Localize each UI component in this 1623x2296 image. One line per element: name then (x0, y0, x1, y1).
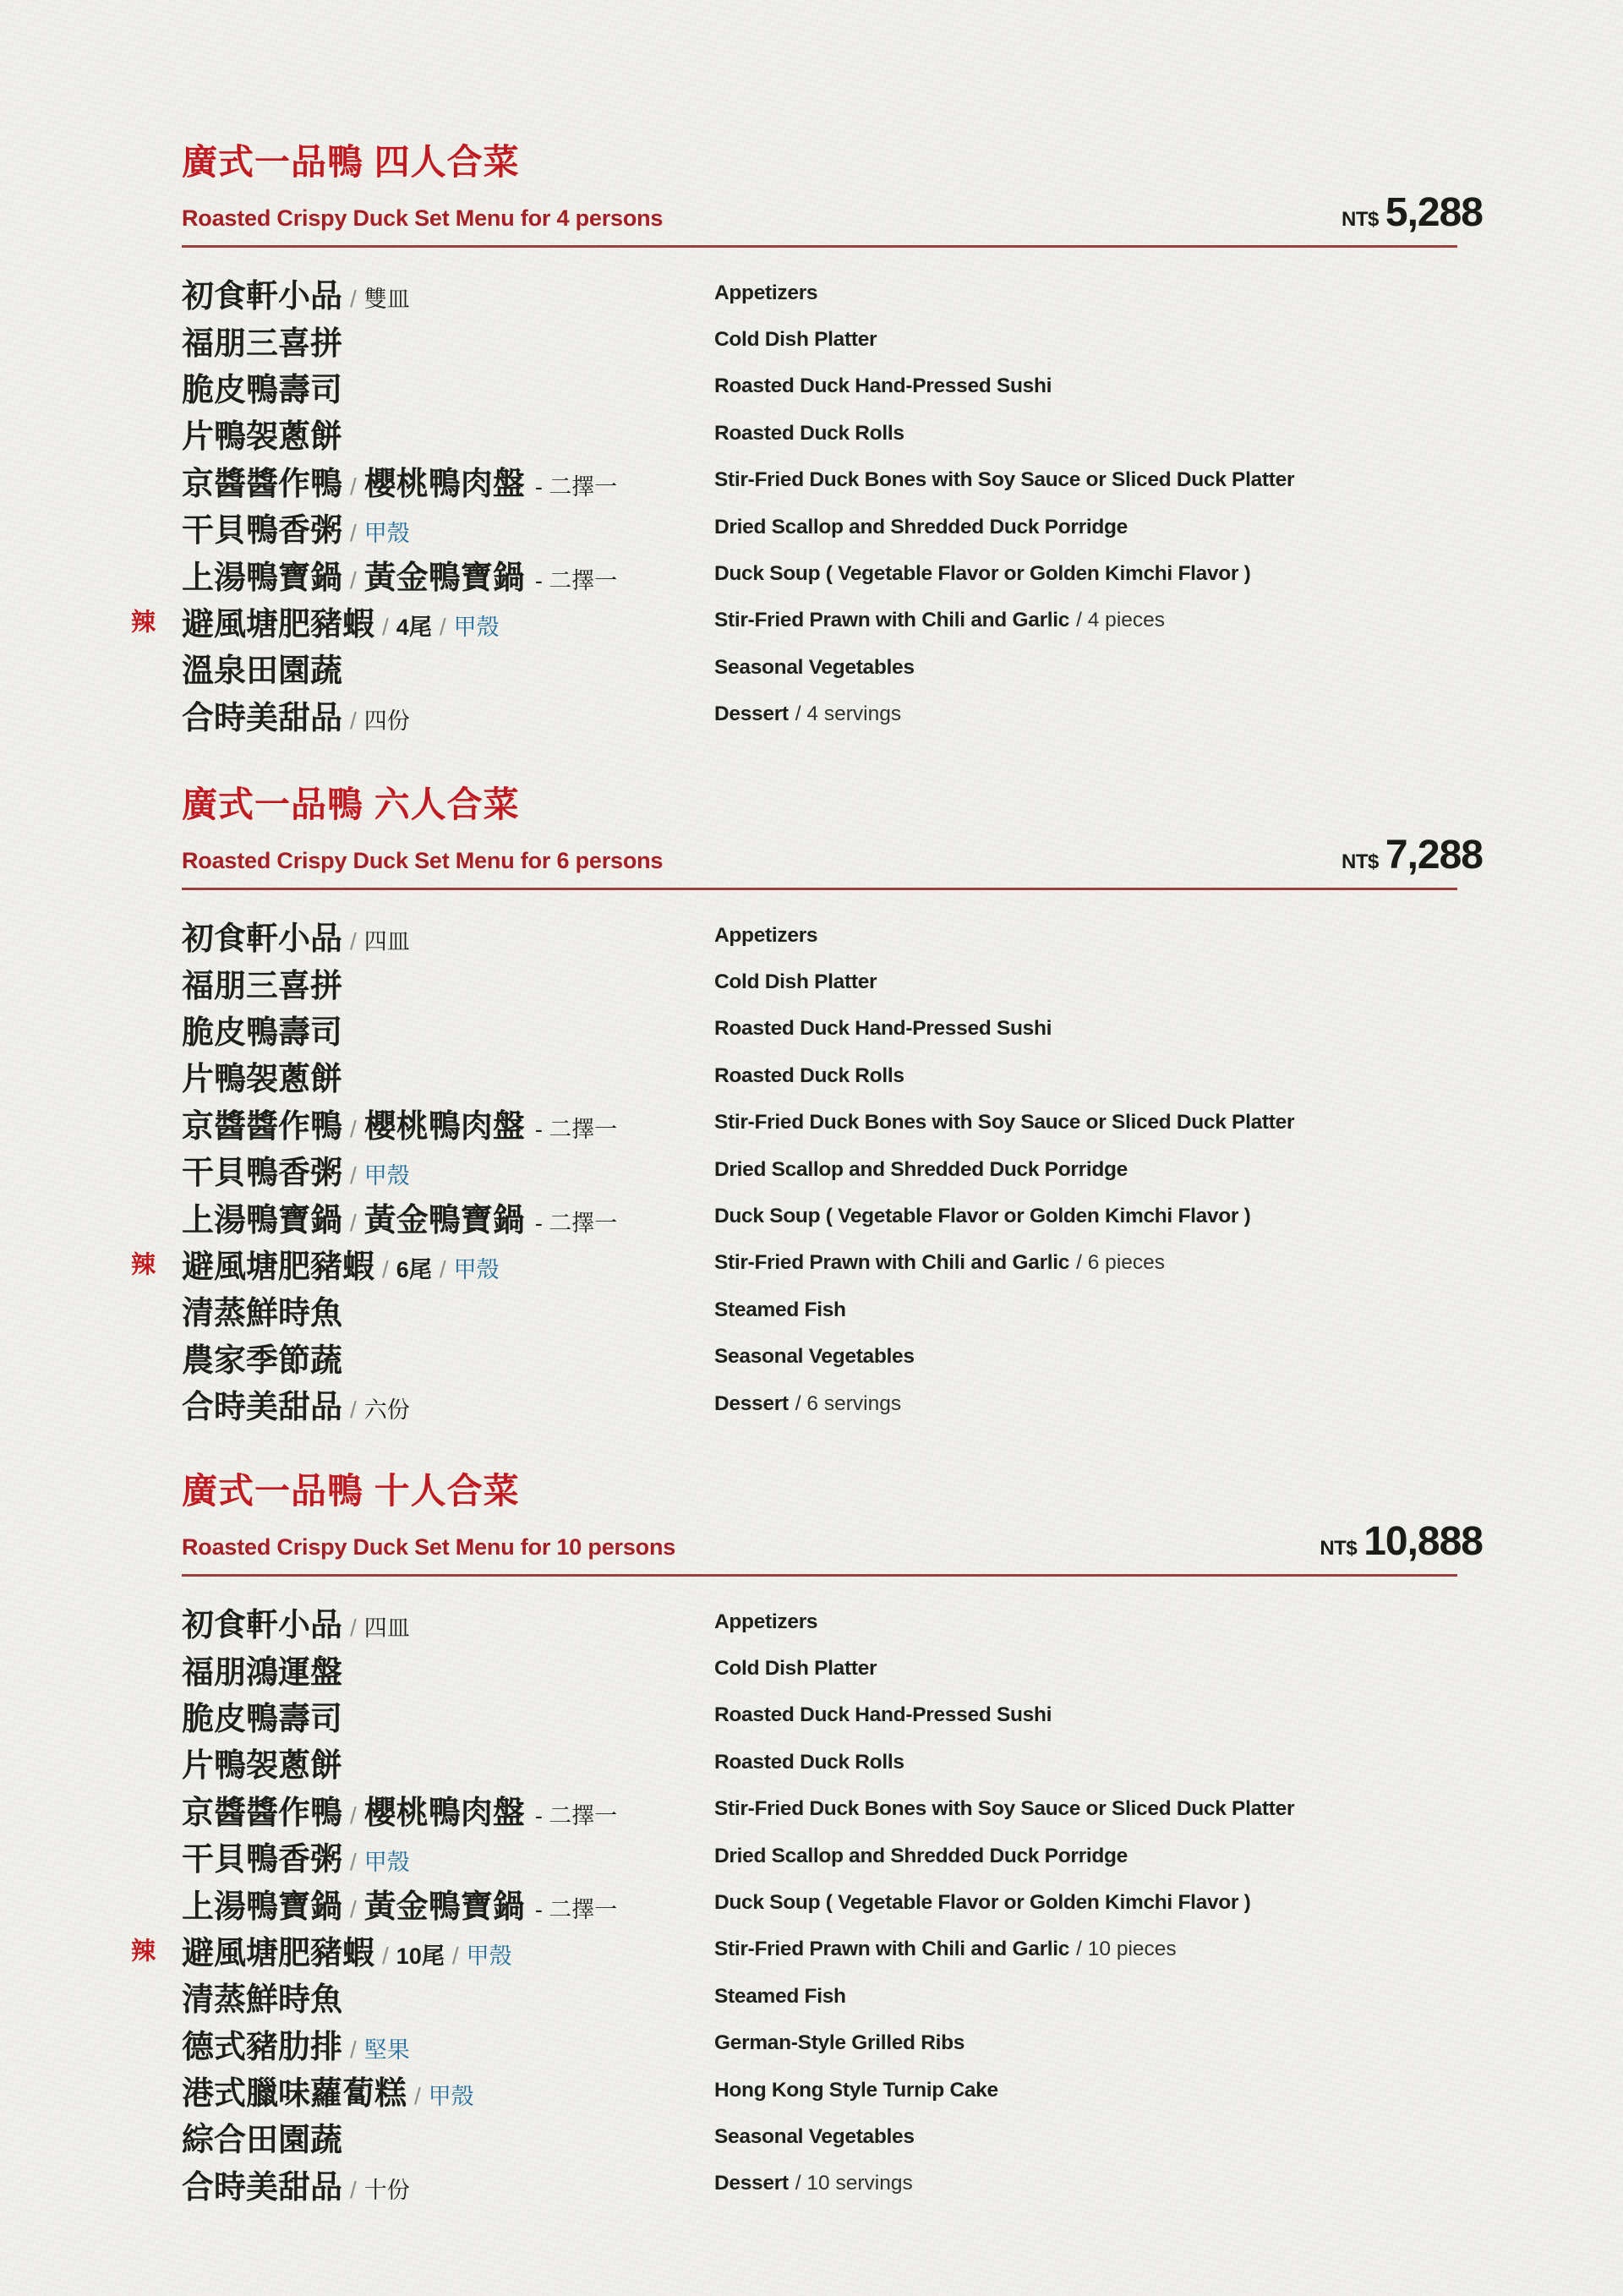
dish-name-en: Appetizers (714, 923, 818, 947)
price-amount: 10,888 (1363, 1519, 1483, 1564)
menu-item (182, 1052, 1457, 1099)
menu-item (182, 1739, 1457, 1785)
menu-item (182, 410, 1457, 456)
dish-en-column (714, 2172, 1457, 2195)
price (1342, 189, 1483, 236)
dish-zh-column (182, 1692, 714, 1739)
dish-name-zh: 合時美甜品 (182, 1390, 343, 1426)
dish-en-column (714, 1158, 1457, 1182)
dish-zh-column (182, 1599, 714, 1645)
menu-item (182, 1380, 1457, 1427)
dish-en-column (714, 328, 1457, 352)
dish-en-column (714, 422, 1457, 446)
slash-separator: / (350, 2176, 357, 2203)
price-amount: 7,288 (1385, 833, 1483, 877)
section-title-zh: 廣式一品鴨 六人合菜 (182, 784, 520, 824)
dish-name-en: Hong Kong Style Turnip Cake (714, 2078, 998, 2102)
choice-note: - 二擇一 (534, 1802, 618, 1829)
dish-name-zh: 綜合田園蔬 (182, 2123, 343, 2159)
dish-name-en: Duck Soup ( Vegetable Flavor or Golden Kimchi Flavor ) (714, 562, 1251, 586)
allergen-note: 甲殼 (363, 521, 410, 547)
dish-en-column (714, 2031, 1457, 2055)
menu-item (182, 1692, 1457, 1739)
dish-zh-column (182, 1287, 714, 1333)
dish-zh-column (182, 2113, 714, 2160)
dish-name-en: Dessert (714, 1391, 789, 1415)
serving-note-en: / 6 pieces (1076, 1251, 1166, 1275)
section-title-en: Roasted Crispy Duck Set Menu for 10 persons (182, 1534, 676, 1560)
serving-note-en: / 6 servings (795, 1391, 902, 1415)
slash-separator: / (350, 1615, 357, 1642)
serving-note-en: / 10 pieces (1076, 1938, 1177, 1961)
menu-item (182, 316, 1457, 363)
portion-note: 四皿 (363, 929, 410, 955)
dish-name-en: Roasted Duck Hand-Pressed Sushi (714, 374, 1052, 398)
slash-separator: / (439, 613, 446, 640)
menu-item (182, 364, 1457, 410)
menu-items (131, 270, 1457, 738)
dish-zh-column (182, 1380, 714, 1427)
choice-note: - 二擇一 (534, 1210, 618, 1236)
dish-zh-column (182, 912, 714, 959)
dish-name-zh: 京醬醬作鴨 (182, 1795, 343, 1831)
dish-zh-column (182, 2067, 714, 2113)
portion-note: 四份 (363, 708, 410, 734)
dish-name-zh: 片鴨袈蔥餅 (182, 1062, 343, 1098)
dish-zh-column (182, 1786, 714, 1833)
count-note: 10尾 (396, 1943, 445, 1969)
divider-rule (182, 888, 1457, 890)
dish-en-column (714, 2079, 1457, 2102)
dish-zh-column (182, 1880, 714, 1927)
dish-name-zh: 上湯鴨寶鍋 (182, 560, 343, 596)
choice-note: - 二擇一 (534, 1896, 618, 1922)
dish-en-column (714, 374, 1457, 398)
menu-item (182, 1879, 1457, 1926)
dish-en-column (714, 1797, 1457, 1821)
portion-note: 六份 (363, 1397, 410, 1424)
allergen-note: 甲殼 (453, 614, 500, 640)
dish-name-en: Seasonal Vegetables (714, 655, 915, 679)
dish-name-zh: 避風塘肥豬蝦 (182, 606, 375, 642)
slash-separator: / (350, 566, 357, 593)
dish-zh-column (182, 692, 714, 738)
serving-note-en: / 10 servings (795, 2172, 913, 2195)
dish-name-zh: 脆皮鴨壽司 (182, 372, 343, 408)
dish-name-en: Seasonal Vegetables (714, 1345, 915, 1369)
dish-name-en: Seasonal Vegetables (714, 2124, 915, 2148)
allergen-note: 甲殼 (363, 1850, 410, 1876)
count-note: 6尾 (396, 1256, 432, 1282)
dish-zh-column (182, 1646, 714, 1692)
slash-separator: / (350, 520, 357, 547)
menu-item (182, 1973, 1457, 2020)
slash-separator: / (350, 1397, 357, 1424)
spicy-badge: 辣 (131, 1251, 156, 1279)
slash-separator: / (350, 473, 357, 500)
dish-name-en: Appetizers (714, 1610, 818, 1633)
dish-name-en: Cold Dish Platter (714, 1657, 877, 1681)
slash-separator: / (350, 1209, 357, 1236)
dish-name-zh: 溫泉田園蔬 (182, 653, 343, 690)
dish-name-zh: 櫻桃鴨肉盤 (363, 1108, 525, 1145)
dish-zh-column (182, 1240, 714, 1287)
dish-name-zh: 福朋三喜拼 (182, 325, 343, 362)
menu-item (182, 504, 1457, 550)
slash-separator: / (382, 1942, 389, 1969)
dish-name-en: Dessert (714, 702, 789, 726)
menu-items (131, 1599, 1457, 2207)
section-subtitle-row (182, 1518, 1483, 1564)
dish-en-column (714, 1891, 1457, 1915)
dish-name-zh: 合時美甜品 (182, 700, 343, 736)
choice-note: - 二擇一 (534, 567, 618, 593)
allergen-note: 堅果 (363, 2036, 410, 2063)
price (1320, 1518, 1483, 1565)
dish-en-column (714, 1392, 1457, 1416)
dish-zh-column (182, 270, 714, 316)
dish-name-en: Roasted Duck Hand-Pressed Sushi (714, 1017, 1052, 1041)
dish-name-zh: 清蒸鮮時魚 (182, 1982, 343, 2019)
dish-name-zh: 清蒸鮮時魚 (182, 1296, 343, 1332)
menu-item (182, 1193, 1457, 1239)
dish-en-column (714, 1345, 1457, 1369)
dish-name-zh: 片鴨袈蔥餅 (182, 1748, 343, 1785)
serving-note-en: / 4 servings (795, 702, 902, 726)
dish-name-zh: 福朋鴻運盤 (182, 1654, 343, 1691)
dish-name-en: Stir-Fried Duck Bones with Soy Sauce or Sliced Duck Platter (714, 1111, 1295, 1134)
menu-section-set-4-persons (131, 142, 1483, 738)
menu-item (131, 1927, 1457, 1973)
dish-zh-column (182, 1334, 714, 1380)
slash-separator: / (350, 286, 357, 313)
menu-section-set-6-persons (131, 784, 1483, 1427)
dish-en-column (714, 609, 1457, 632)
menu-item (182, 1645, 1457, 1692)
dish-name-zh: 德式豬肋排 (182, 2029, 343, 2065)
slash-separator: / (350, 928, 357, 955)
dish-zh-column (182, 1146, 714, 1193)
slash-separator: / (350, 1162, 357, 1189)
slash-separator: / (382, 1255, 389, 1282)
spicy-badge: 辣 (131, 609, 156, 637)
menu-item (182, 2020, 1457, 2067)
dish-en-column (714, 1205, 1457, 1228)
dish-name-zh: 京醬醬作鴨 (182, 466, 343, 502)
allergen-note: 甲殼 (466, 1943, 512, 1969)
dish-zh-column (182, 1052, 714, 1099)
slash-separator: / (414, 2083, 421, 2110)
section-title-zh: 廣式一品鴨 四人合菜 (182, 142, 520, 182)
dish-zh-column (182, 959, 714, 1006)
portion-note: 雙皿 (363, 287, 410, 313)
dish-zh-column (182, 317, 714, 364)
dish-en-column (714, 516, 1457, 539)
dish-name-en: Steamed Fish (714, 1298, 846, 1321)
dish-name-en: Roasted Duck Rolls (714, 421, 904, 445)
dish-name-zh: 脆皮鴨壽司 (182, 1701, 343, 1737)
dish-name-zh: 初食軒小品 (182, 1608, 343, 1644)
dish-name-zh: 避風塘肥豬蝦 (182, 1935, 375, 1971)
dish-name-zh: 合時美甜品 (182, 2169, 343, 2206)
choice-note: - 二擇一 (534, 473, 618, 500)
dish-name-en: Stir-Fried Duck Bones with Soy Sauce or Sliced Duck Platter (714, 1797, 1295, 1821)
menu-item (131, 1240, 1457, 1287)
dish-name-zh: 初食軒小品 (182, 921, 343, 958)
dish-name-zh: 農家季節蔬 (182, 1342, 343, 1379)
dish-zh-column (182, 2161, 714, 2207)
dish-en-column (714, 282, 1457, 305)
slash-separator: / (350, 1115, 357, 1142)
dish-name-en: Roasted Duck Hand-Pressed Sushi (714, 1703, 1052, 1727)
dish-name-zh: 干貝鴨香粥 (182, 1156, 343, 1192)
dish-zh-column (182, 410, 714, 456)
dish-name-zh: 避風塘肥豬蝦 (182, 1249, 375, 1285)
dish-name-en: German-Style Grilled Ribs (714, 2031, 965, 2055)
price-currency: NT$ (1342, 850, 1379, 873)
dish-name-en: Stir-Fried Prawn with Chili and Garlic (714, 609, 1070, 632)
dish-zh-column (182, 1100, 714, 1146)
section-title-zh: 廣式一品鴨 十人合菜 (182, 1471, 520, 1511)
dish-en-column (714, 1703, 1457, 1727)
dish-name-en: Cold Dish Platter (714, 970, 877, 994)
dish-name-zh: 櫻桃鴨肉盤 (363, 466, 525, 502)
dish-name-zh: 黃金鴨寶鍋 (363, 1202, 525, 1238)
dish-name-zh: 黃金鴨寶鍋 (363, 1889, 525, 1925)
dish-zh-column (182, 504, 714, 550)
dish-zh-column (182, 644, 714, 691)
menu-item (182, 959, 1457, 1005)
slash-separator: / (350, 707, 357, 734)
section-subtitle-row (182, 832, 1483, 877)
menu-item (182, 1334, 1457, 1380)
section-subtitle-row (182, 189, 1483, 235)
menu-item (182, 692, 1457, 738)
dish-name-en: Dessert (714, 2172, 789, 2195)
allergen-note: 甲殼 (363, 1163, 410, 1189)
dish-name-en: Stir-Fried Duck Bones with Soy Sauce or Sliced Duck Platter (714, 468, 1295, 492)
dish-en-column (714, 1251, 1457, 1275)
dish-en-column (714, 1610, 1457, 1634)
slash-separator: / (451, 1942, 459, 1969)
dish-en-column (714, 562, 1457, 586)
dish-en-column (714, 2125, 1457, 2149)
menu-item (182, 1833, 1457, 1879)
dish-name-zh: 京醬醬作鴨 (182, 1108, 343, 1145)
dish-zh-column (182, 364, 714, 410)
dish-en-column (714, 656, 1457, 680)
dish-zh-column (182, 551, 714, 598)
dish-name-en: Dried Scallop and Shredded Duck Porridge (714, 1844, 1128, 1867)
spicy-badge: 辣 (131, 1938, 156, 1965)
menu-item (182, 457, 1457, 504)
price-amount: 5,288 (1385, 190, 1483, 235)
dish-zh-column (182, 457, 714, 504)
dish-name-zh: 上湯鴨寶鍋 (182, 1889, 343, 1925)
dish-name-zh: 港式臘味蘿蔔糕 (182, 2076, 407, 2113)
dish-name-zh: 片鴨袈蔥餅 (182, 419, 343, 456)
menu-item (182, 644, 1457, 691)
menu-item (182, 1006, 1457, 1052)
dish-name-en: Roasted Duck Rolls (714, 1063, 904, 1087)
dish-en-column (714, 1111, 1457, 1134)
menu-section-set-10-persons (131, 1471, 1483, 2207)
dish-name-zh: 上湯鴨寶鍋 (182, 1202, 343, 1238)
dish-en-column (714, 1845, 1457, 1868)
menu-item (182, 912, 1457, 959)
slash-separator: / (350, 1801, 357, 1829)
menu-item (182, 1599, 1457, 1645)
divider-rule (182, 1574, 1457, 1577)
menu-items (131, 912, 1457, 1427)
slash-separator: / (350, 1895, 357, 1922)
dish-en-column (714, 1985, 1457, 2009)
menu-item (182, 1146, 1457, 1193)
menu-item (182, 2067, 1457, 2113)
slash-separator: / (350, 2036, 357, 2063)
menu-item (182, 2161, 1457, 2207)
dish-en-column (714, 970, 1457, 994)
dish-name-zh: 福朋三喜拼 (182, 968, 343, 1004)
dish-en-column (714, 1064, 1457, 1088)
dish-zh-column (182, 2020, 714, 2067)
menu-item (182, 1100, 1457, 1146)
serving-note-en: / 4 pieces (1076, 609, 1166, 632)
price-currency: NT$ (1320, 1537, 1358, 1560)
menu-item (182, 550, 1457, 597)
dish-zh-column (182, 1194, 714, 1240)
price (1342, 832, 1483, 878)
menu-item (182, 1786, 1457, 1833)
dish-name-en: Steamed Fish (714, 1984, 846, 2008)
slash-separator: / (350, 1849, 357, 1876)
dish-zh-column (182, 598, 714, 644)
dish-zh-column (182, 1973, 714, 2020)
price-currency: NT$ (1342, 208, 1379, 231)
menu-item (182, 1287, 1457, 1333)
dish-name-en: Cold Dish Platter (714, 328, 877, 352)
choice-note: - 二擇一 (534, 1116, 618, 1142)
slash-separator: / (382, 613, 389, 640)
allergen-note: 甲殼 (453, 1256, 500, 1282)
dish-en-column (714, 1298, 1457, 1322)
slash-separator: / (439, 1255, 446, 1282)
dish-en-column (714, 1938, 1457, 1961)
menu-item (182, 2113, 1457, 2160)
dish-zh-column (182, 1927, 714, 1973)
dish-en-column (714, 1751, 1457, 1774)
dish-zh-column (182, 1739, 714, 1785)
dish-en-column (714, 1657, 1457, 1681)
menu-item (182, 270, 1457, 316)
dish-en-column (714, 924, 1457, 948)
dish-zh-column (182, 1833, 714, 1879)
dish-name-en: Duck Soup ( Vegetable Flavor or Golden Kimchi Flavor ) (714, 1891, 1251, 1915)
divider-rule (182, 245, 1457, 248)
dish-name-zh: 脆皮鴨壽司 (182, 1014, 343, 1051)
dish-en-column (714, 1017, 1457, 1041)
dish-name-zh: 干貝鴨香粥 (182, 513, 343, 549)
dish-name-en: Appetizers (714, 281, 818, 304)
dish-en-column (714, 468, 1457, 492)
dish-name-en: Dried Scallop and Shredded Duck Porridge (714, 515, 1128, 538)
dish-name-zh: 櫻桃鴨肉盤 (363, 1795, 525, 1831)
dish-name-en: Duck Soup ( Vegetable Flavor or Golden Kimchi Flavor ) (714, 1205, 1251, 1228)
section-title-en: Roasted Crispy Duck Set Menu for 6 persons (182, 848, 664, 873)
dish-name-en: Dried Scallop and Shredded Duck Porridge (714, 1157, 1128, 1181)
portion-note: 十份 (363, 2177, 410, 2203)
dish-name-zh: 黃金鴨寶鍋 (363, 560, 525, 596)
section-title-en: Roasted Crispy Duck Set Menu for 4 persons (182, 205, 664, 231)
portion-note: 四皿 (363, 1615, 410, 1642)
count-note: 4尾 (396, 614, 432, 640)
dish-zh-column (182, 1006, 714, 1052)
dish-name-zh: 初食軒小品 (182, 279, 343, 315)
allergen-note: 甲殼 (428, 2084, 474, 2110)
dish-name-zh: 干貝鴨香粥 (182, 1842, 343, 1878)
dish-en-column (714, 702, 1457, 726)
menu-item (131, 598, 1457, 644)
dish-name-en: Stir-Fried Prawn with Chili and Garlic (714, 1251, 1070, 1275)
dish-name-en: Stir-Fried Prawn with Chili and Garlic (714, 1938, 1070, 1961)
dish-name-en: Roasted Duck Rolls (714, 1750, 904, 1774)
